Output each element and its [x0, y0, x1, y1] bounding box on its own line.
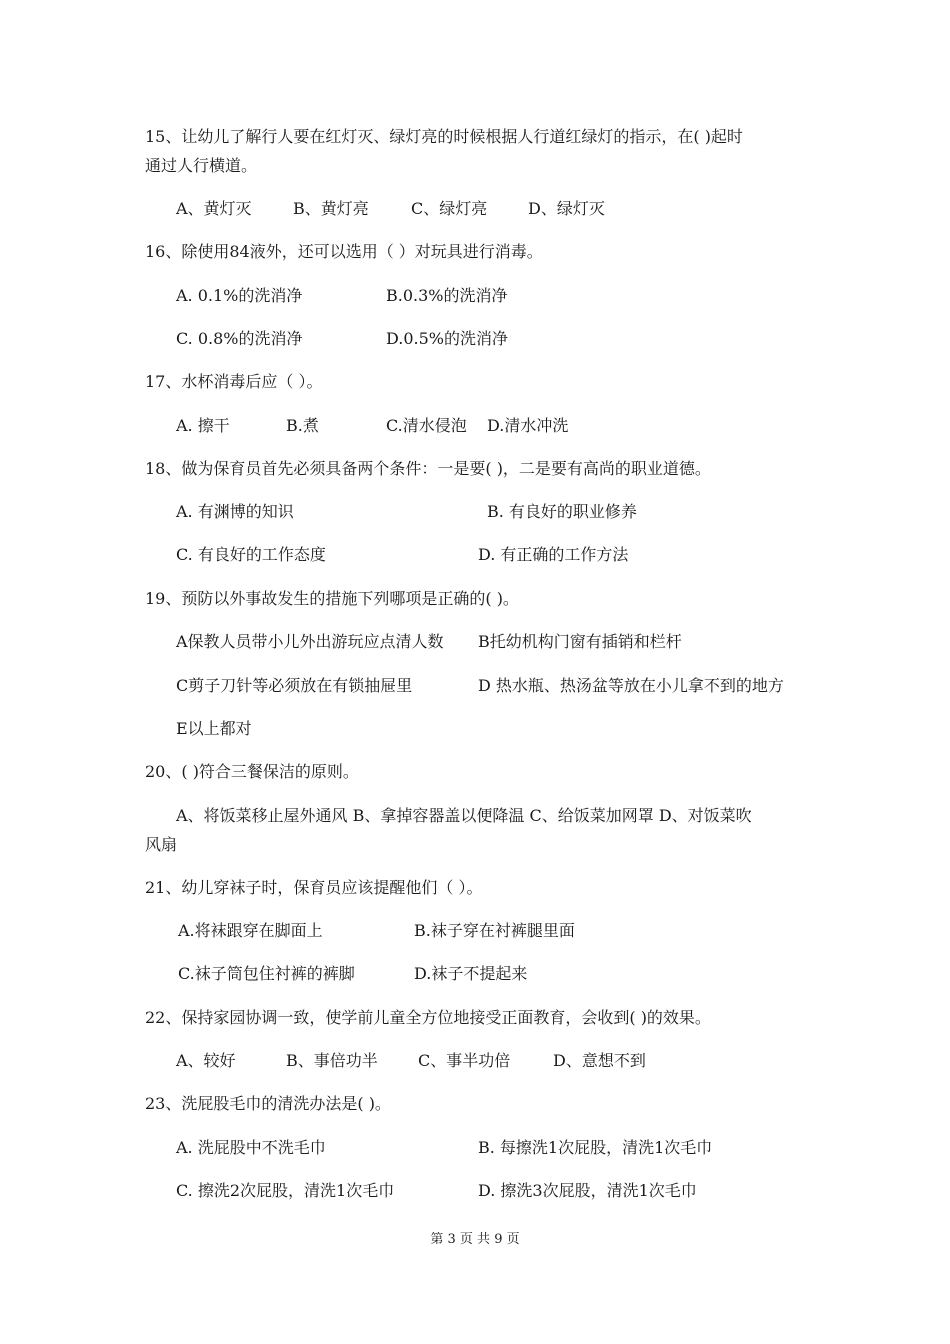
- q17-option-d: D.清水冲洗: [487, 416, 569, 435]
- q17-option-a: A. 擦干: [176, 416, 230, 435]
- q22-option-c: C、事半功倍: [418, 1051, 511, 1070]
- q18-option-d: D. 有正确的工作方法: [478, 545, 629, 564]
- q16-stem: 16、除使用84液外，还可以选用（ ）对玩具进行消毒。: [145, 242, 543, 261]
- q18-option-a: A. 有渊博的知识: [176, 502, 294, 521]
- q17-option-c: C.清水侵泡: [386, 416, 467, 435]
- q18-stem: 18、做为保育员首先必须具备两个条件：一是要( )，二是要有高尚的职业道德。: [145, 459, 711, 478]
- q16-option-b: B.0.3%的洗消净: [386, 286, 508, 305]
- q19-option-c: C剪子刀针等必须放在有锁抽屉里: [176, 676, 413, 695]
- q19-option-e: E以上都对: [176, 719, 252, 738]
- q15-option-d: D、绿灯灭: [528, 199, 605, 218]
- q19-option-b: B托幼机构门窗有插销和栏杆: [478, 632, 682, 651]
- q15-stem-line1: 15、让幼儿了解行人要在红灯灭、绿灯亮的时候根据人行道红绿灯的指示，在( )起时: [145, 127, 743, 146]
- q18-option-c: C. 有良好的工作态度: [176, 545, 326, 564]
- q23-option-a: A. 洗屁股中不洗毛巾: [176, 1138, 326, 1157]
- q16-option-a: A. 0.1%的洗消净: [176, 286, 303, 305]
- q22-option-d: D、意想不到: [553, 1051, 646, 1070]
- q16-option-c: C. 0.8%的洗消净: [176, 329, 303, 348]
- q20-options: A、将饭菜移止屋外通风 B、拿掉容器盖以便降温 C、给饭菜加网罩 D、对饭菜吹: [176, 806, 752, 825]
- q21-option-c: C.袜子筒包住衬裤的裤脚: [178, 964, 355, 983]
- q23-stem: 23、洗屁股毛巾的清洗办法是( )。: [145, 1094, 391, 1113]
- q21-option-b: B.袜子穿在衬裤腿里面: [414, 921, 575, 940]
- q20-options-continued: 风扇: [145, 835, 178, 854]
- q15-option-c: C、绿灯亮: [411, 199, 488, 218]
- q15-stem-line2: 通过人行横道。: [145, 156, 258, 175]
- q21-option-a: A.将袜跟穿在脚面上: [178, 921, 323, 940]
- q18-option-b: B. 有良好的职业修养: [487, 502, 637, 521]
- q22-option-a: A、较好: [176, 1051, 236, 1070]
- q17-stem: 17、水杯消毒后应（ ）。: [145, 372, 323, 391]
- q21-stem: 21、幼儿穿袜子时，保育员应该提醒他们（ ）。: [145, 878, 483, 897]
- q15-option-b: B、黄灯亮: [293, 199, 369, 218]
- q21-option-d: D.袜子不提起来: [414, 964, 528, 983]
- q17-option-b: B.煮: [286, 416, 319, 435]
- q19-option-d: D 热水瓶、热汤盆等放在小儿拿不到的地方: [478, 676, 784, 695]
- q19-stem: 19、预防以外事故发生的措施下列哪项是正确的( )。: [145, 589, 519, 608]
- q20-stem: 20、( )符合三餐保洁的原则。: [145, 762, 359, 781]
- q23-option-d: D. 擦洗3次屁股，清洗1次毛巾: [478, 1181, 697, 1200]
- q22-option-b: B、事倍功半: [286, 1051, 378, 1070]
- q22-stem: 22、保持家园协调一致，使学前儿童全方位地接受正面教育，会收到( )的效果。: [145, 1008, 711, 1027]
- q23-option-b: B. 每擦洗1次屁股，清洗1次毛巾: [478, 1138, 713, 1157]
- q15-option-a: A、黄灯灭: [176, 199, 252, 218]
- page-number-footer: 第 3 页 共 9 页: [430, 1232, 520, 1247]
- q19-option-a: A保教人员带小儿外出游玩应点清人数: [176, 632, 444, 651]
- q16-option-d: D.0.5%的洗消净: [386, 329, 508, 348]
- q23-option-c: C. 擦洗2次屁股，清洗1次毛巾: [176, 1181, 395, 1200]
